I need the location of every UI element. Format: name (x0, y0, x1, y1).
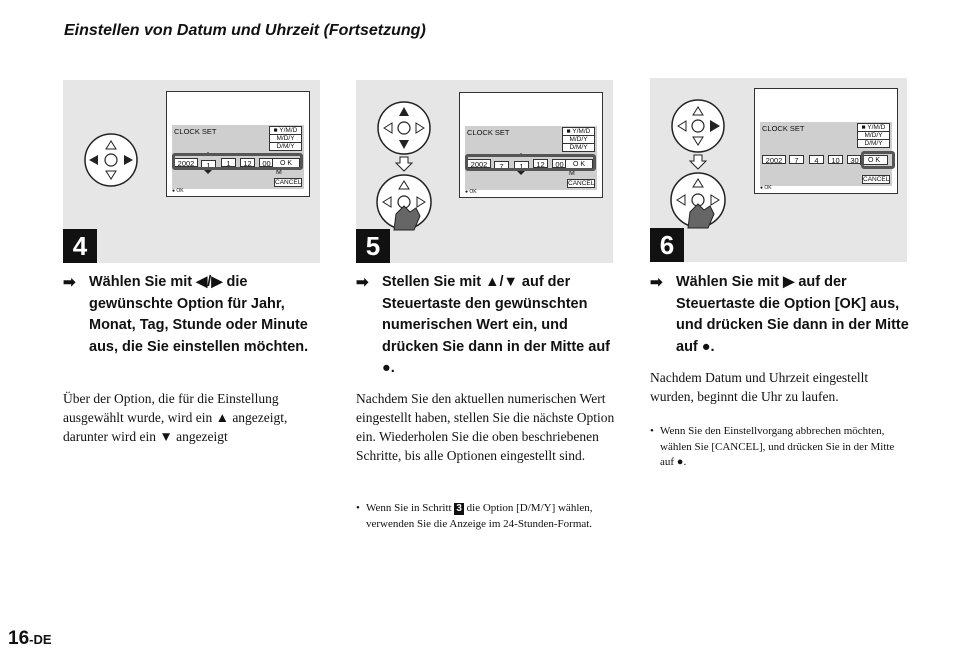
month-field: 7 (494, 161, 509, 170)
clock-set-title: CLOCK SET (762, 124, 805, 133)
step-number: 5 (356, 229, 390, 263)
step-4-panel (63, 80, 320, 263)
ok-button: O K (272, 158, 300, 168)
step-5-instruction: ➡ Stellen Sie mit ▲/▼ auf der Steuertaste den gewünschten numerischen Wert ein, und drücken Sie dann in der Mitte auf ●. (356, 274, 611, 376)
step-6-panel (650, 78, 907, 262)
ok-selection-highlight (861, 151, 895, 169)
page-number: 16-DE (8, 628, 52, 649)
down-arrow-icon (688, 154, 708, 170)
control-pad-icon (83, 132, 139, 188)
year-field: 2002 (762, 155, 786, 164)
ok-hint: ● OK (465, 189, 477, 195)
year-field: 2002 (174, 158, 198, 167)
day-field: 4 (809, 155, 824, 164)
hour-field: 10 (828, 155, 843, 164)
step-5-panel (356, 80, 613, 263)
cancel-button: CANCEL (568, 180, 595, 187)
selection-highlight (465, 154, 596, 171)
instruction-arrow-icon: ➡ (650, 274, 663, 291)
step-4-body: Über der Option, die für die Einstellung ausgewählt wurde, wird ein ▲ angezeigt, darunter wird ein ▼ angezeigt (63, 391, 288, 444)
control-pad-pressed-icon (374, 172, 434, 232)
day-field: 1 (221, 158, 236, 167)
down-arrow-icon (394, 156, 414, 172)
lcd-screen (166, 91, 310, 197)
selection-highlight (172, 153, 303, 170)
step-6-note: • Wenn Sie den Einstellvorgang abbrechen möchten, wählen Sie [CANCEL], und drücken Sie in der Mitte auf ●. (650, 425, 895, 468)
minute-field: 30 (847, 155, 862, 164)
ok-hint: ● OK (760, 185, 772, 191)
month-field: 7 (789, 155, 804, 164)
month-field: 1 (201, 160, 216, 169)
step-5-note: • Wenn Sie in Schritt 3 die Option [D/M/Y] wählen, verwenden Sie die Anzeige im 24-Stunden-Format. (356, 502, 593, 530)
step-6-instruction: ➡ Wählen Sie mit ▶ auf der Steuertaste die Option [OK] aus, und drücken Sie dann in der Mitte auf ●. (650, 274, 909, 355)
instruction-arrow-icon: ➡ (356, 274, 369, 291)
date-format-list: ■ Y/M/D M/D/Y D/M/Y (562, 127, 595, 151)
lcd-screen (754, 88, 898, 194)
step-6-body: Nachdem Datum und Uhrzeit eingestellt wurden, beginnt die Uhr zu laufen. (650, 370, 869, 404)
day-field: 1 (514, 161, 529, 170)
date-format-list: ■ Y/M/D M/D/Y D/M/Y (269, 126, 302, 150)
instruction-arrow-icon: ➡ (63, 274, 76, 291)
control-pad-pressed-icon (668, 170, 728, 230)
minute-field: 00 (259, 158, 274, 167)
section-heading: Einstellen von Datum und Uhrzeit (Fortsetzung) (64, 22, 426, 39)
cancel-button: CANCEL (275, 179, 302, 186)
cancel-button: CANCEL (863, 176, 890, 183)
m-label: M (569, 170, 575, 177)
minute-field: 00 (552, 159, 567, 168)
step-reference-badge: 3 (456, 503, 462, 514)
ok-hint: ● OK (172, 188, 184, 194)
hour-field: 12 (533, 159, 548, 168)
m-label: M (276, 169, 282, 176)
step-number: 6 (650, 228, 684, 262)
bullet-icon: • (356, 502, 360, 514)
lcd-screen (459, 92, 603, 198)
step-5-body: Nachdem Sie den aktuellen numerischen Wert eingestellt haben, stellen Sie die nächste Option ein. Wiederholen Sie die oben beschriebenen Schritte, bis alle Optionen eingestellt sind. (356, 391, 615, 463)
control-pad-icon (376, 100, 432, 156)
step-4-instruction: ➡ Wählen Sie mit ◀/▶ die gewünschte Option für Jahr, Monat, Tag, Stunde oder Minute aus, die Sie einstellen möchten. (63, 274, 309, 355)
clock-set-title: CLOCK SET (174, 127, 217, 136)
bullet-icon: • (650, 425, 654, 437)
control-pad-icon (670, 98, 726, 154)
year-field: 2002 (467, 159, 491, 168)
hour-field: 12 (240, 158, 255, 167)
clock-set-title: CLOCK SET (467, 128, 510, 137)
ok-button: O K (860, 155, 888, 165)
date-format-list: ■ Y/M/D M/D/Y D/M/Y (857, 123, 890, 147)
ok-button: O K (565, 159, 593, 169)
step-number: 4 (63, 229, 97, 263)
